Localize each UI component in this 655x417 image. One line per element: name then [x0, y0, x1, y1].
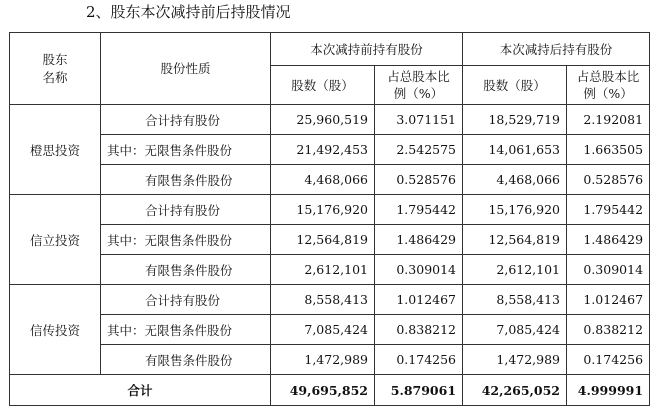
after-ratio: 0.528576 — [567, 165, 650, 195]
header-holder: 股东名称 — [10, 33, 101, 105]
header-after-shares: 股数（股） — [463, 66, 567, 105]
before-shares: 4,468,066 — [271, 165, 375, 195]
table-row — [10, 105, 650, 135]
before-shares: 7,085,424 — [271, 315, 375, 345]
before-ratio: 1.795442 — [375, 195, 463, 225]
table-row — [10, 345, 650, 375]
after-ratio: 2.192081 — [567, 105, 650, 135]
after-shares: 15,176,920 — [463, 195, 567, 225]
before-shares: 15,176,920 — [271, 195, 375, 225]
share-nature: 有限售条件股份 — [101, 345, 271, 375]
after-ratio: 1.486429 — [567, 225, 650, 255]
after-shares: 7,085,424 — [463, 315, 567, 345]
before-shares: 8,558,413 — [271, 285, 375, 315]
after-ratio: 1.663505 — [567, 135, 650, 165]
table-row — [10, 195, 650, 225]
total-after-shares: 42,265,052 — [463, 375, 567, 406]
after-shares: 18,529,719 — [463, 105, 567, 135]
after-shares: 14,061,653 — [463, 135, 567, 165]
after-ratio: 1.012467 — [567, 285, 650, 315]
after-ratio: 1.795442 — [567, 195, 650, 225]
before-ratio: 2.542575 — [375, 135, 463, 165]
share-nature: 合计持有股份 — [101, 105, 271, 135]
header-nature: 股份性质 — [101, 33, 271, 105]
before-shares: 25,960,519 — [271, 105, 375, 135]
header-after-ratio: 占总股本比例（%） — [567, 66, 650, 105]
before-shares: 12,564,819 — [271, 225, 375, 255]
total-after-ratio: 4.999991 — [567, 375, 650, 406]
header-before-ratio: 占总股本比例（%） — [375, 66, 463, 105]
header-before: 本次减持前持有股份 — [271, 33, 463, 66]
total-before-shares: 49,695,852 — [271, 375, 375, 406]
share-nature: 其中：无限售条件股份 — [101, 135, 271, 165]
total-before-ratio: 5.879061 — [375, 375, 463, 406]
before-ratio: 3.071151 — [375, 105, 463, 135]
section-title: 2、股东本次减持前后持股情况 — [86, 3, 291, 21]
table-row — [10, 135, 650, 165]
holdings-table — [9, 32, 650, 406]
after-shares: 2,612,101 — [463, 255, 567, 285]
after-shares: 1,472,989 — [463, 345, 567, 375]
before-shares: 1,472,989 — [271, 345, 375, 375]
table-row — [10, 225, 650, 255]
total-row — [10, 375, 650, 406]
holder-name: 橙思投资 — [10, 105, 101, 195]
table-row — [10, 285, 650, 315]
total-label: 合计 — [10, 375, 271, 406]
share-nature: 合计持有股份 — [101, 285, 271, 315]
holder-name: 信立投资 — [10, 195, 101, 285]
after-shares: 4,468,066 — [463, 165, 567, 195]
table-row — [10, 165, 650, 195]
before-shares: 21,492,453 — [271, 135, 375, 165]
share-nature: 有限售条件股份 — [101, 165, 271, 195]
header-after: 本次减持后持有股份 — [463, 33, 650, 66]
table-header-row — [10, 33, 650, 66]
after-shares: 8,558,413 — [463, 285, 567, 315]
after-ratio: 0.174256 — [567, 345, 650, 375]
before-ratio: 1.486429 — [375, 225, 463, 255]
table-row — [10, 255, 650, 285]
before-ratio: 0.174256 — [375, 345, 463, 375]
before-ratio: 0.838212 — [375, 315, 463, 345]
share-nature: 其中：无限售条件股份 — [101, 225, 271, 255]
share-nature: 其中：无限售条件股份 — [101, 315, 271, 345]
after-shares: 12,564,819 — [463, 225, 567, 255]
holder-name: 信传投资 — [10, 285, 101, 375]
share-nature: 合计持有股份 — [101, 195, 271, 225]
table-row — [10, 315, 650, 345]
after-ratio: 0.309014 — [567, 255, 650, 285]
share-nature: 有限售条件股份 — [101, 255, 271, 285]
before-ratio: 0.309014 — [375, 255, 463, 285]
before-ratio: 1.012467 — [375, 285, 463, 315]
before-ratio: 0.528576 — [375, 165, 463, 195]
before-shares: 2,612,101 — [271, 255, 375, 285]
after-ratio: 0.838212 — [567, 315, 650, 345]
header-before-shares: 股数（股） — [271, 66, 375, 105]
